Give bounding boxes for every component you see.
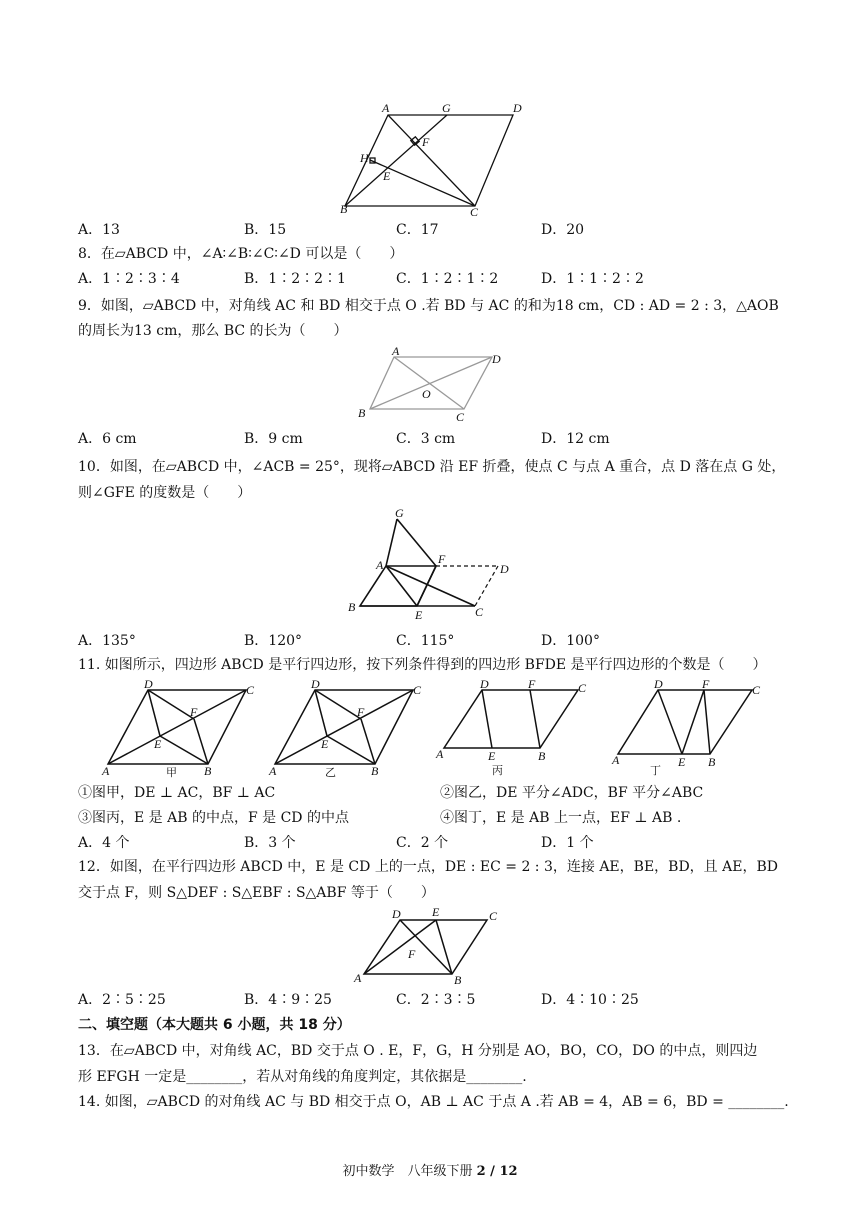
label-E: E <box>488 749 496 763</box>
q11-condition-4: ④图丁，E 是 AB 上一点，EF ⊥ AB . <box>440 810 682 826</box>
q14-line1: 14. 如图，▱ABCD 的对角线 AC 与 BD 相交于点 O，AB ⊥ AC 于点 A .若 AB = 4，AB = 6，BD = ________. <box>78 1094 789 1110</box>
label-D: D <box>492 352 501 366</box>
label-B: B <box>538 749 546 763</box>
q7-option-a: A．13 <box>78 222 120 238</box>
q7-option-c: C．17 <box>396 222 439 238</box>
q9-option-a: A．6 cm <box>78 431 137 447</box>
label-E: E <box>432 906 440 919</box>
q13-line2: 形 EFGH 一定是________，若从对角线的角度判定，其依据是________. <box>78 1069 527 1085</box>
label-A: A <box>376 558 384 572</box>
caption-jia: 甲 <box>166 766 177 778</box>
label-F: F <box>438 552 446 566</box>
q10-option-a: A．135° <box>78 633 136 649</box>
q11-condition-2: ②图乙，DE 平分∠ADC，BF 平分∠ABC <box>440 785 704 801</box>
label-B: B <box>358 406 366 420</box>
q11-condition-3: ③图丙，E 是 AB 的中点，F 是 CD 的中点 <box>78 810 349 826</box>
label-A: A <box>392 345 400 358</box>
label-A: A <box>102 764 110 778</box>
q7-option-b: B．15 <box>244 222 287 238</box>
label-C: C <box>475 605 484 619</box>
label-D: D <box>144 678 153 691</box>
section-heading-fill-in: 二、填空题（本大题共 6 小题，共 18 分） <box>78 1017 351 1033</box>
label-C: C <box>413 683 422 697</box>
q11-option-b: B．3 个 <box>244 835 296 851</box>
figure-q11-yi <box>265 678 425 778</box>
label-D: D <box>654 678 663 691</box>
label-D: D <box>513 101 522 115</box>
label-F: F <box>422 135 430 149</box>
q10-stem-line2: 则∠GFE 的度数是（ ） <box>78 485 252 501</box>
figure-q11-ding <box>610 678 770 778</box>
q9-option-c: C．3 cm <box>396 431 456 447</box>
label-C: C <box>246 683 255 697</box>
label-C: C <box>489 909 498 923</box>
q11-option-a: A．4 个 <box>78 835 130 851</box>
figure-q9 <box>352 345 512 425</box>
label-F: F <box>408 947 416 961</box>
page-footer <box>0 1160 860 1179</box>
label-D: D <box>500 562 509 576</box>
page-number: 2 / 12 <box>476 1164 518 1179</box>
label-B: B <box>340 202 348 216</box>
label-A: A <box>382 101 390 115</box>
q11-option-c: C．2 个 <box>396 835 449 851</box>
label-C: C <box>578 681 587 695</box>
label-E: E <box>321 737 329 751</box>
q10-option-b: B．120° <box>244 633 303 649</box>
label-A: A <box>354 971 362 985</box>
label-F: F <box>357 705 365 719</box>
q12-option-a: A．2∶5∶25 <box>78 992 166 1008</box>
figure-q10 <box>340 503 520 621</box>
label-B: B <box>454 973 462 986</box>
label-D: D <box>311 678 320 691</box>
label-F: F <box>702 678 710 691</box>
label-O: O <box>422 387 431 401</box>
label-B: B <box>371 764 379 778</box>
label-E: E <box>383 169 391 183</box>
q11-condition-1: ①图甲，DE ⊥ AC，BF ⊥ AC <box>78 785 276 801</box>
caption-yi: 乙 <box>325 766 336 778</box>
label-G: G <box>442 101 451 115</box>
label-E: E <box>415 608 423 621</box>
q12-option-c: C．2∶3∶5 <box>396 992 476 1008</box>
q8-option-c: C．1∶2∶1∶2 <box>396 271 499 287</box>
label-F: F <box>190 705 198 719</box>
label-A: A <box>436 747 444 761</box>
caption-ding: 丁 <box>650 764 661 777</box>
figure-q12 <box>352 906 512 986</box>
label-A: A <box>269 764 277 778</box>
label-E: E <box>154 737 162 751</box>
label-A: A <box>612 753 620 767</box>
label-G: G <box>395 506 404 520</box>
q12-stem-line2: 交于点 F，则 S△DEF : S△EBF : S△ABF 等于（ ） <box>78 885 435 901</box>
q10-option-c: C．115° <box>396 633 455 649</box>
q8-option-d: D．1∶1∶2∶2 <box>541 271 644 287</box>
q10-stem-line1: 10．如图，在▱ABCD 中，∠ACB = 25°，现将▱ABCD 沿 EF 折叠，使点 C 与点 A 重合，点 D 落在点 G 处， <box>78 459 786 475</box>
figure-q7 <box>330 100 530 218</box>
label-E: E <box>678 755 686 769</box>
q11-stem: 11. 如图所示，四边形 ABCD 是平行四边形，按下列条件得到的四边形 BFDE 是平行四边形的个数是（ ） <box>78 657 767 673</box>
footer-text: 初中数学 八年级下册 <box>342 1164 473 1179</box>
q8-option-a: A．1∶2∶3∶4 <box>78 271 180 287</box>
q7-option-d: D．20 <box>541 222 585 238</box>
q8-stem: 8．在▱ABCD 中，∠A∶∠B∶∠C∶∠D 可以是（ ） <box>78 246 404 262</box>
label-D: D <box>392 907 401 921</box>
figure-q11-bing <box>432 678 592 778</box>
q9-stem-line1: 9．如图，▱ABCD 中，对角线 AC 和 BD 相交于点 O .若 BD 与 AC 的和为18 cm，CD : AD = 2 : 3，△AOB <box>78 298 779 314</box>
q11-option-d: D．1 个 <box>541 835 594 851</box>
q10-option-d: D．100° <box>541 633 600 649</box>
q9-option-b: B．9 cm <box>244 431 303 447</box>
q12-option-d: D．4∶10∶25 <box>541 992 639 1008</box>
label-B: B <box>204 764 212 778</box>
figure-q11-jia <box>98 678 258 778</box>
label-C: C <box>456 410 465 424</box>
q9-stem-line2: 的周长为13 cm，那么 BC 的长为（ ） <box>78 323 348 339</box>
q12-option-b: B．4∶9∶25 <box>244 992 332 1008</box>
label-B: B <box>348 600 356 614</box>
label-F: F <box>528 678 536 691</box>
q13-line1: 13．在▱ABCD 中，对角线 AC，BD 交于点 O . E，F，G，H 分别是 AO，BO，CO，DO 的中点，则四边 <box>78 1043 758 1059</box>
label-D: D <box>480 678 489 691</box>
q8-option-b: B．1∶2∶2∶1 <box>244 271 346 287</box>
label-B: B <box>708 755 716 769</box>
label-C: C <box>470 205 479 218</box>
q9-option-d: D．12 cm <box>541 431 610 447</box>
q12-stem-line1: 12．如图，在平行四边形 ABCD 中，E 是 CD 上的一点，DE : EC = 2 : 3，连接 AE，BE，BD，且 AE，BD <box>78 859 778 875</box>
label-C: C <box>752 683 761 697</box>
label-H: H <box>360 151 369 165</box>
caption-bing: 丙 <box>492 764 503 777</box>
